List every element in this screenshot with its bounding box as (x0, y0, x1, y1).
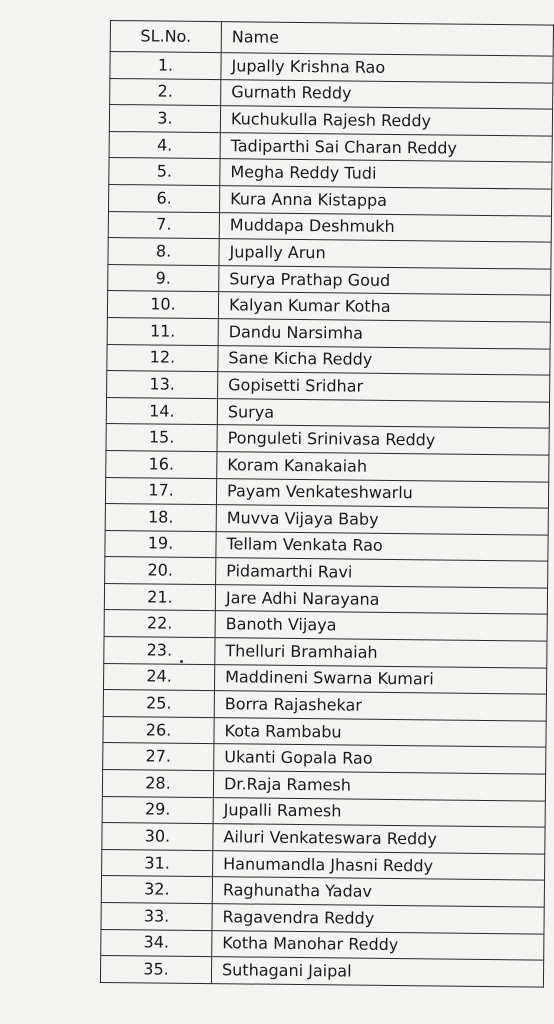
row-sl-no: 4. (109, 131, 220, 159)
row-sl-no: 16. (106, 450, 217, 478)
table-body (100, 52, 553, 987)
row-name: Dandu Narsimha (218, 319, 550, 349)
row-name: Kuchukulla Rajesh Reddy (220, 106, 552, 136)
row-name: Koram Kanakaiah (217, 452, 549, 482)
row-sl-no: 14. (106, 397, 217, 425)
row-name: Surya Prathap Goud (219, 265, 551, 295)
row-sl-no: 15. (106, 424, 217, 452)
row-name: Tellam Venkata Rao (216, 531, 548, 561)
row-sl-no: 7. (108, 211, 219, 239)
sl-no-header: SL.No. (110, 21, 221, 53)
table-row (100, 956, 543, 987)
row-name: Hanumandla Jhasni Reddy (213, 850, 545, 880)
row-sl-no: 22. (104, 610, 215, 638)
row-name: Borra Rajashekar (214, 691, 546, 721)
row-name: Kota Rambabu (214, 717, 546, 747)
row-name: Kalyan Kumar Kotha (218, 292, 550, 322)
row-name: Jupalli Ramesh (213, 797, 545, 827)
row-name: Jare Adhi Narayana (215, 585, 547, 615)
names-table-wrapper (100, 20, 554, 987)
row-sl-no: 1. (110, 52, 221, 80)
row-name: Sane Kicha Reddy (218, 345, 550, 375)
row-name: Jupally Arun (219, 239, 551, 269)
row-sl-no: 24. (103, 663, 214, 691)
row-name: Ragavendra Reddy (212, 904, 544, 934)
row-sl-no: 21. (104, 583, 215, 611)
row-sl-no: 28. (102, 769, 213, 797)
row-name: Surya (217, 398, 549, 428)
row-name: Dr.Raja Ramesh (213, 771, 545, 801)
row-sl-no: 25. (103, 690, 214, 718)
row-sl-no: 12. (107, 344, 218, 372)
names-table (100, 20, 554, 987)
row-name: Kura Anna Kistappa (219, 186, 551, 216)
row-name: Thelluri Bramhaiah (215, 638, 547, 668)
row-sl-no: 20. (105, 557, 216, 585)
table-header-row (110, 21, 553, 57)
row-sl-no: 3. (109, 105, 220, 133)
row-sl-no: 2. (110, 78, 221, 106)
row-name: Payam Venkateshwarlu (216, 478, 548, 508)
row-name: Kotha Manohar Reddy (212, 930, 544, 960)
row-name: Muvva Vijaya Baby (216, 505, 548, 535)
row-sl-no: 23. (104, 637, 215, 665)
row-name: Muddapa Deshmukh (219, 212, 551, 242)
row-sl-no: 26. (103, 716, 214, 744)
row-sl-no: 10. (107, 291, 218, 319)
row-sl-no: 35. (100, 956, 211, 984)
row-sl-no: 33. (101, 902, 212, 930)
row-sl-no: 31. (102, 849, 213, 877)
row-sl-no: 11. (107, 317, 218, 345)
row-sl-no: 18. (105, 504, 216, 532)
row-sl-no: 6. (108, 184, 219, 212)
row-name: Megha Reddy Tudi (220, 159, 552, 189)
row-name: Banoth Vijaya (215, 611, 547, 641)
row-name: Raghunatha Yadav (212, 877, 544, 907)
row-sl-no: 27. (103, 743, 214, 771)
name-header: Name (221, 22, 553, 56)
row-sl-no: 29. (102, 796, 213, 824)
row-sl-no: 34. (101, 929, 212, 957)
row-name: Gopisetti Sridhar (218, 372, 550, 402)
row-sl-no: 19. (105, 530, 216, 558)
row-name: Pidamarthi Ravi (216, 558, 548, 588)
row-sl-no: 32. (101, 876, 212, 904)
row-sl-no: 8. (108, 238, 219, 266)
row-sl-no: 5. (109, 158, 220, 186)
row-name: Ailuri Venkateswara Reddy (213, 824, 545, 854)
row-name: Jupally Krishna Rao (221, 53, 553, 83)
row-sl-no: 9. (108, 264, 219, 292)
row-name: Tadiparthi Sai Charan Reddy (220, 132, 552, 162)
row-name: Suthagani Jaipal (211, 957, 543, 987)
row-sl-no: 17. (105, 477, 216, 505)
row-name: Ukanti Gopala Rao (214, 744, 546, 774)
row-sl-no: 30. (102, 823, 213, 851)
row-name: Maddineni Swarna Kumari (214, 664, 546, 694)
row-name: Ponguleti Srinivasa Reddy (217, 425, 549, 455)
row-name: Gurnath Reddy (221, 79, 553, 109)
row-sl-no: 13. (107, 371, 218, 399)
